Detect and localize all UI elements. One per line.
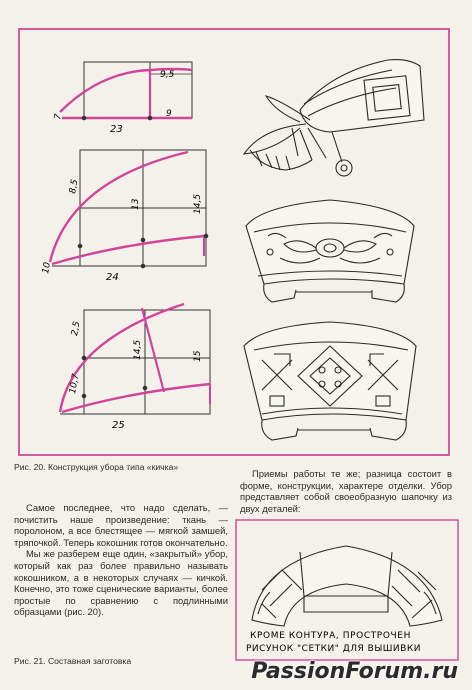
bottom-dim-b: 14,5 — [133, 339, 143, 360]
middle-dim-e: 24 — [106, 272, 119, 283]
middle-dim-b: 13 — [131, 198, 141, 210]
blank-outline — [252, 546, 442, 626]
middle-dim-c: 14,5 — [193, 193, 203, 214]
top-dim-a: 9,5 — [160, 70, 175, 80]
figure-21-caption: Рис. 21. Составная заготовка — [14, 656, 132, 666]
figure-21-note-line2: РИСУНОК "СЕТКИ" ДЛЯ ВЫШИВКИ — [246, 644, 421, 654]
right-paragraph: Приемы работы те же; разница состоит в форме, конструкции, характере отделки. Убор представляет собой своеобразную шапочку из двух деталей: — [240, 468, 452, 514]
top-dim-b: 9 — [166, 109, 172, 119]
top-dim-c: 7 — [53, 113, 64, 121]
middle-dim-a: 8,5 — [68, 178, 81, 195]
left-paragraph-1: Самое последнее, что надо сделать, — почистить наше произведение: ткань — поролоном, а все блестящее — мягкой замшей, тряпочкой. Теперь кокошник готов окончательно. — [14, 502, 228, 548]
bottom-dim-c: 15 — [193, 350, 203, 362]
figure-21-note-line1: КРОМЕ КОНТУРА, ПРОСТРОЧЕН — [250, 631, 411, 641]
middle-dim-d: 10 — [41, 261, 53, 275]
figure-20-caption: Рис. 20. Конструкция убора типа «кичка» — [14, 462, 179, 472]
bottom-dim-a: 2,5 — [70, 320, 83, 337]
top-dim-d: 23 — [110, 124, 123, 135]
site-watermark: PassionForum.ru — [251, 659, 458, 684]
bottom-dim-e: 25 — [112, 420, 125, 431]
bottom-dim-d: 10,7 — [68, 373, 82, 395]
left-paragraph-2: Мы же разберем еще один, «закрытый» убор, который как раз более правильно называть кокошником, а в некоторых случаях — кичкой. Конечно, это тоже сценические варианты, более простые по сравнению с подлинными образцами (рис. 20). — [14, 548, 228, 618]
